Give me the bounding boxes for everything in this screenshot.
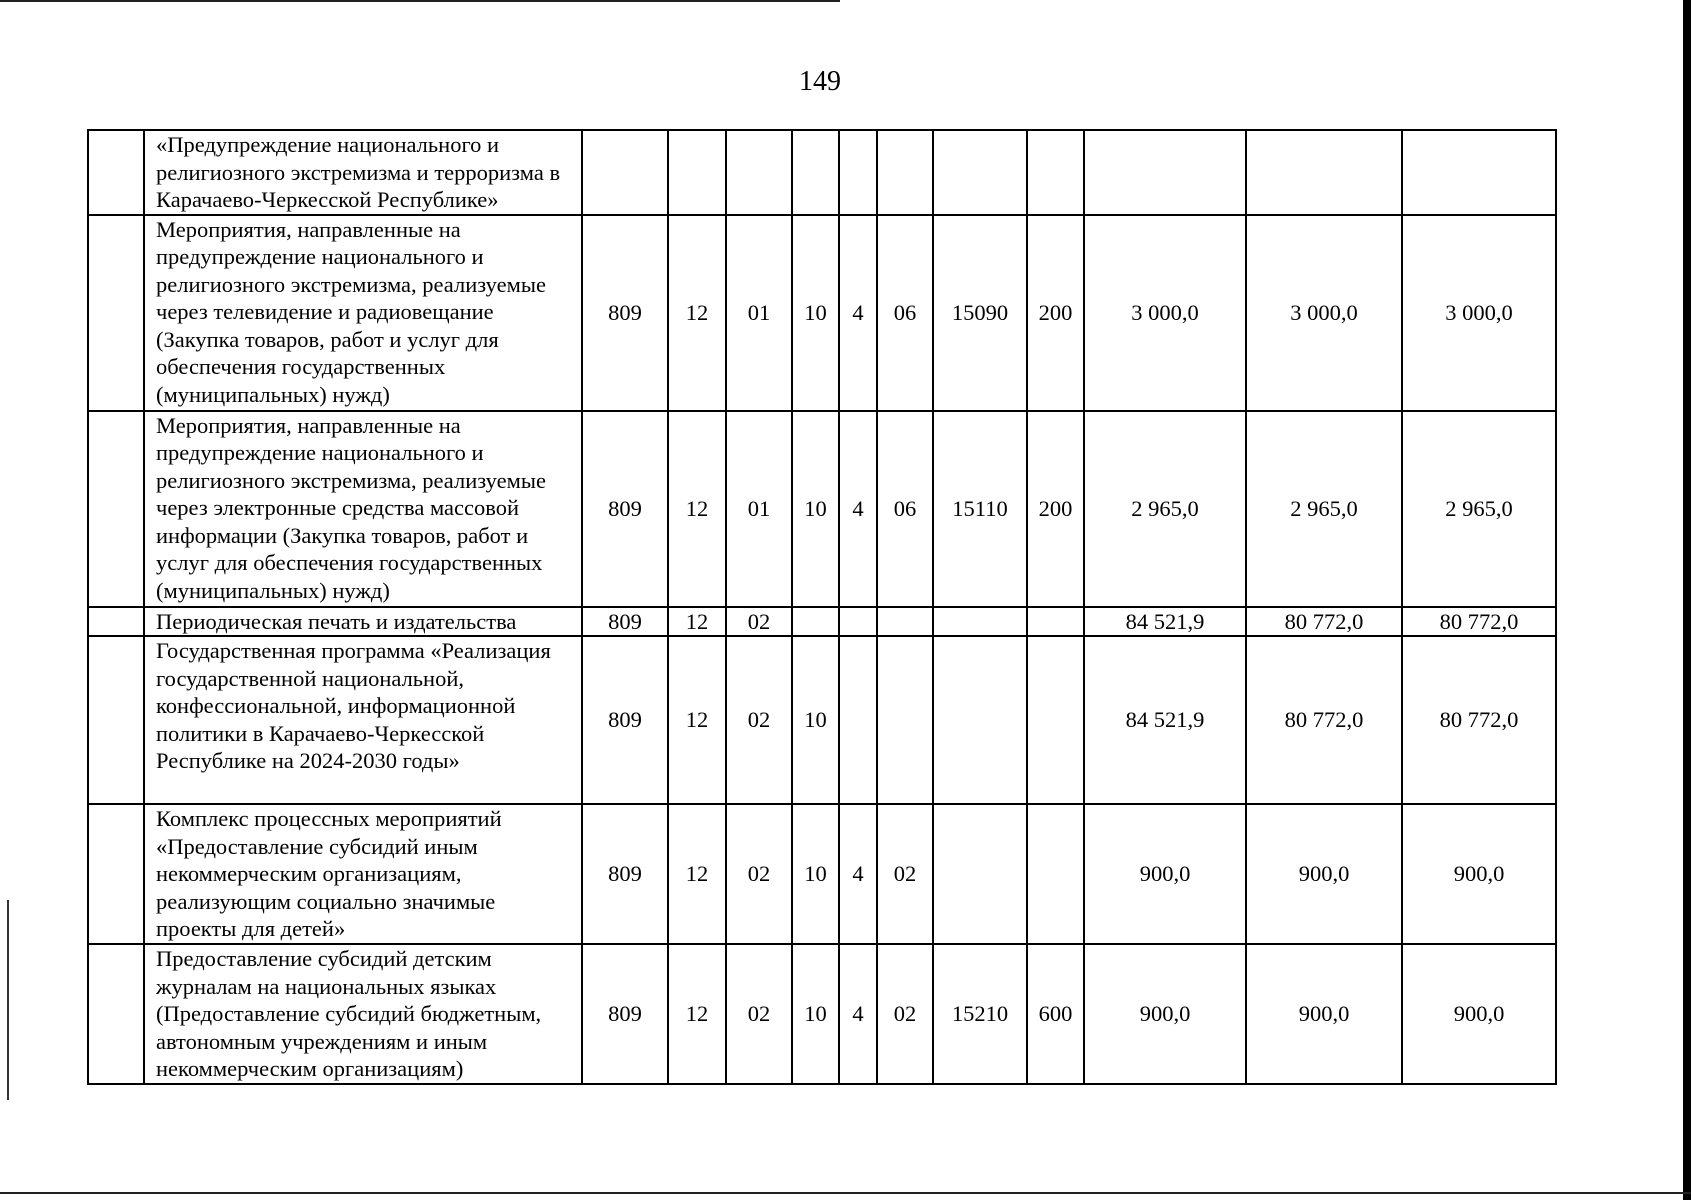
row-index-cell (88, 215, 144, 411)
code-structural-cell: 02 (877, 944, 933, 1084)
page-number: 149 (799, 66, 841, 97)
row-index-cell (88, 944, 144, 1084)
code-type-cell: 4 (839, 411, 877, 607)
description-cell: «Предупреждение национального и религиозного экстремизма и терроризма в Карачаево-Черкесской Республике» (144, 130, 582, 215)
code-direction-cell: 15210 (933, 944, 1027, 1084)
row-index-cell (88, 804, 144, 944)
code-expense-type-cell: 200 (1027, 215, 1084, 411)
row-index-cell (88, 130, 144, 215)
budget-table (87, 129, 1557, 1085)
row-index-cell (88, 411, 144, 607)
code-subsection-cell: 01 (726, 411, 792, 607)
code-program-cell: 10 (792, 804, 839, 944)
amount-cell: 900,0 (1402, 804, 1556, 944)
code-type-cell: 4 (839, 215, 877, 411)
code-program-cell: 10 (792, 944, 839, 1084)
table-row (88, 944, 1556, 1084)
code-structural-cell: 06 (877, 411, 933, 607)
table-row (88, 411, 1556, 607)
code-expense-type-cell (1027, 636, 1084, 804)
code-direction-cell (933, 607, 1027, 637)
code-subsection-cell: 02 (726, 804, 792, 944)
code-subsection-cell: 01 (726, 215, 792, 411)
code-expense-type-cell: 200 (1027, 411, 1084, 607)
scan-edge-bottom (0, 1192, 1691, 1194)
code-direction-cell (933, 130, 1027, 215)
amount-cell: 80 772,0 (1402, 607, 1556, 637)
code-section-cell: 12 (668, 411, 726, 607)
code-subsection-cell: 02 (726, 944, 792, 1084)
amount-cell: 900,0 (1402, 944, 1556, 1084)
code-section-cell: 12 (668, 636, 726, 804)
amount-cell: 900,0 (1246, 804, 1402, 944)
code-type-cell (839, 607, 877, 637)
description-cell: Периодическая печать и издательства (144, 607, 582, 637)
amount-cell: 80 772,0 (1402, 636, 1556, 804)
code-admin-cell: 809 (582, 804, 668, 944)
code-program-cell (792, 607, 839, 637)
code-direction-cell (933, 804, 1027, 944)
code-program-cell (792, 130, 839, 215)
amount-cell (1402, 130, 1556, 215)
code-expense-type-cell (1027, 130, 1084, 215)
scan-edge-top (0, 0, 840, 2)
amount-cell (1084, 130, 1246, 215)
description-cell: Мероприятия, направленные на предупреждение национального и религиозного экстремизма, реализуемые через телевидение и радиовещание (Закупка товаров, работ и услуг для обеспечения государственных (муниципальных) нужд) (144, 215, 582, 411)
code-type-cell (839, 636, 877, 804)
code-admin-cell: 809 (582, 411, 668, 607)
amount-cell: 3 000,0 (1402, 215, 1556, 411)
code-type-cell: 4 (839, 804, 877, 944)
code-program-cell: 10 (792, 411, 839, 607)
amount-cell: 900,0 (1246, 944, 1402, 1084)
code-expense-type-cell (1027, 804, 1084, 944)
code-admin-cell: 809 (582, 636, 668, 804)
amount-cell: 2 965,0 (1084, 411, 1246, 607)
code-structural-cell (877, 130, 933, 215)
code-subsection-cell: 02 (726, 607, 792, 637)
scan-edge-right (1683, 0, 1691, 1200)
code-section-cell: 12 (668, 804, 726, 944)
code-admin-cell (582, 130, 668, 215)
amount-cell: 80 772,0 (1246, 607, 1402, 637)
code-section-cell: 12 (668, 607, 726, 637)
code-type-cell (839, 130, 877, 215)
table-row (88, 607, 1556, 637)
code-structural-cell (877, 636, 933, 804)
amount-cell: 80 772,0 (1246, 636, 1402, 804)
code-subsection-cell (726, 130, 792, 215)
code-direction-cell: 15110 (933, 411, 1027, 607)
code-subsection-cell: 02 (726, 636, 792, 804)
amount-cell: 2 965,0 (1246, 411, 1402, 607)
code-structural-cell: 02 (877, 804, 933, 944)
row-index-cell (88, 607, 144, 637)
table-row (88, 636, 1556, 804)
amount-cell (1246, 130, 1402, 215)
code-direction-cell (933, 636, 1027, 804)
amount-cell: 84 521,9 (1084, 607, 1246, 637)
code-admin-cell: 809 (582, 944, 668, 1084)
description-cell: Комплекс процессных мероприятий «Предоставление субсидий иным некоммерческим организациям, реализующим социально значимые проекты для детей» (144, 804, 582, 944)
code-section-cell: 12 (668, 215, 726, 411)
code-program-cell: 10 (792, 215, 839, 411)
code-program-cell: 10 (792, 636, 839, 804)
description-cell: Государственная программа «Реализация государственной национальной, конфессиональной, информационной политики в Карачаево-Черкесской Республике на 2024-2030 годы» (144, 636, 582, 804)
description-cell: Предоставление субсидий детским журналам на национальных языках (Предоставление субсидий бюджетным, автономным учреждениям и иным некоммерческим организациям) (144, 944, 582, 1084)
amount-cell: 3 000,0 (1084, 215, 1246, 411)
code-structural-cell: 06 (877, 215, 933, 411)
code-admin-cell: 809 (582, 215, 668, 411)
code-section-cell (668, 130, 726, 215)
code-expense-type-cell (1027, 607, 1084, 637)
code-expense-type-cell: 600 (1027, 944, 1084, 1084)
amount-cell: 2 965,0 (1402, 411, 1556, 607)
table-row (88, 804, 1556, 944)
code-admin-cell: 809 (582, 607, 668, 637)
code-section-cell: 12 (668, 944, 726, 1084)
amount-cell: 3 000,0 (1246, 215, 1402, 411)
row-index-cell (88, 636, 144, 804)
code-direction-cell: 15090 (933, 215, 1027, 411)
table-row (88, 130, 1556, 215)
amount-cell: 84 521,9 (1084, 636, 1246, 804)
description-cell: Мероприятия, направленные на предупреждение национального и религиозного экстремизма, реализуемые через электронные средства массовой информации (Закупка товаров, работ и услуг для обеспечения государственных (муниципальных) нужд) (144, 411, 582, 607)
table-row (88, 215, 1556, 411)
amount-cell: 900,0 (1084, 804, 1246, 944)
code-type-cell: 4 (839, 944, 877, 1084)
code-structural-cell (877, 607, 933, 637)
amount-cell: 900,0 (1084, 944, 1246, 1084)
scan-edge-left (7, 900, 9, 1100)
